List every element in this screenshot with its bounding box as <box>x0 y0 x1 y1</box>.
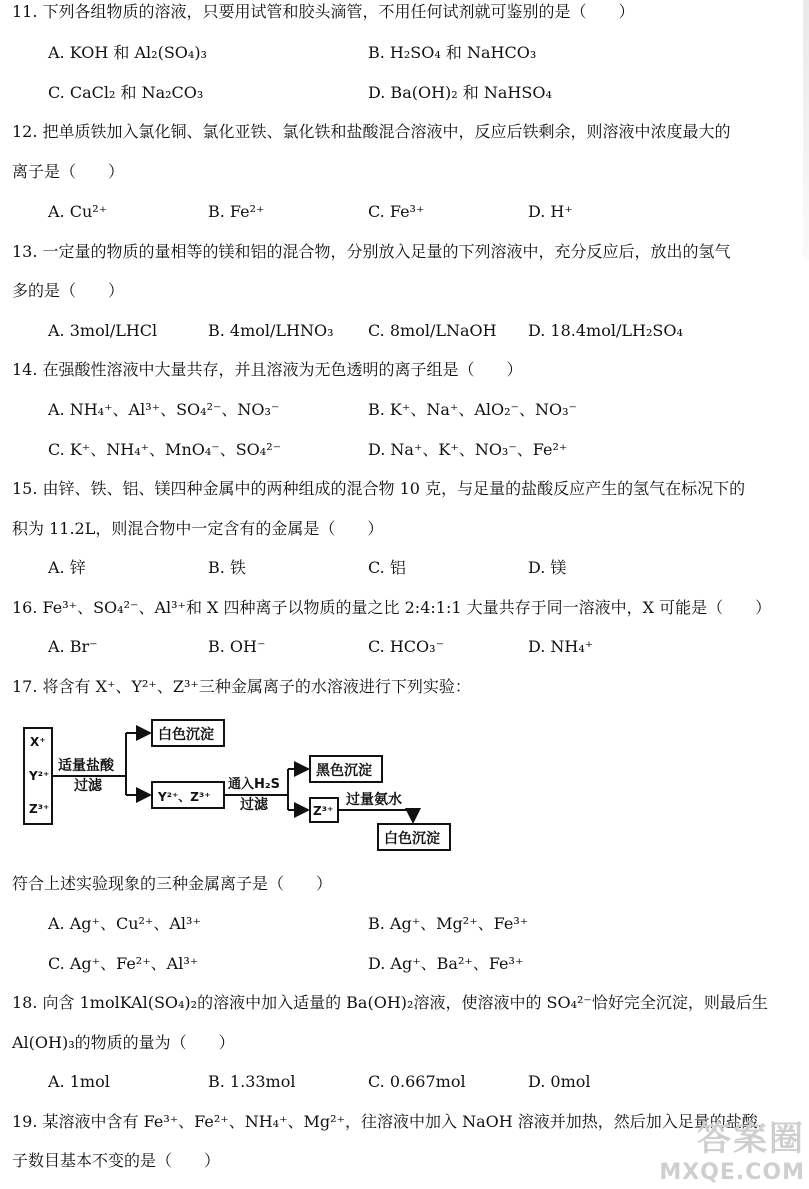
question-12-stem-line1: 12. 把单质铁加入氯化铜、氯化亚铁、氯化铁和盐酸混合溶液中，反应后铁剩余，则溶液中浓度最大的 <box>12 122 731 141</box>
watermark-line1: 答案圈 <box>697 1119 805 1159</box>
q18-option-d: D. 0mol <box>528 1072 591 1091</box>
question-14-stem: 14. 在强酸性溶液中大量共存，并且溶液为无色透明的离子组是（ ） <box>12 360 523 379</box>
q15-option-c: C. 铝 <box>368 558 406 577</box>
reagent-3-label: 过量氨水 <box>346 792 402 808</box>
precipitate-3-label: 白色沉淀 <box>384 831 440 847</box>
ion-x-label: X⁺ <box>30 735 46 749</box>
question-15-stem-line2: 积为 11.2L，则混合物中一定含有的金属是（ ） <box>12 519 384 538</box>
q14-option-a: A. NH₄⁺、Al³⁺、SO₄²⁻、NO₃⁻ <box>48 400 280 419</box>
watermark-logo <box>659 1111 805 1185</box>
reagent-1-label: 适量盐酸 <box>58 758 114 774</box>
q15-option-a: A. 锌 <box>48 558 86 577</box>
q16-option-c: C. HCO₃⁻ <box>368 637 445 656</box>
q13-option-a: A. 3mol/LHCl <box>48 321 158 340</box>
q16-option-b: B. OH⁻ <box>208 637 266 656</box>
q17-option-c: C. Ag⁺、Fe²⁺、Al³⁺ <box>48 954 199 973</box>
q16-option-d: D. NH₄⁺ <box>528 637 594 656</box>
question-17-stem: 17. 将含有 X⁺、Y²⁺、Z³⁺三种金属离子的水溶液进行下列实验： <box>12 677 471 696</box>
q12-option-a: A. Cu²⁺ <box>48 202 108 221</box>
question-17-prompt: 符合上述实验现象的三种金属离子是（ ） <box>12 874 333 893</box>
q14-option-d: D. Na⁺、K⁺、NO₃⁻、Fe²⁺ <box>368 440 568 459</box>
reagent-2-label: 通入H₂S <box>228 777 280 792</box>
precipitate-1-label: 白色沉淀 <box>158 727 214 743</box>
question-12-stem-line2: 离子是（ ） <box>12 162 125 181</box>
q13-option-c: C. 8mol/LNaOH <box>368 321 497 340</box>
ion-y-label: Y²⁺ <box>29 769 50 783</box>
precipitate-2-label: 黑色沉淀 <box>316 763 372 779</box>
q17-option-b: B. Ag⁺、Mg²⁺、Fe³⁺ <box>368 914 529 933</box>
question-18-stem-line1: 18. 向含 1molKAl(SO₄)₂的溶液中加入适量的 Ba(OH)₂溶液，使溶液中的 SO₄²⁻恰好完全沉淀，则最后生 <box>12 993 768 1012</box>
q13-option-d: D. 18.4mol/LH₂SO₄ <box>528 321 683 340</box>
question-16-stem: 16. Fe³⁺、SO₄²⁻、Al³⁺和 X 四种离子以物质的量之比 2:4:1:1 大量共存于同一溶液中，X 可能是（ ） <box>12 598 772 617</box>
q14-option-b: B. K⁺、Na⁺、AlO₂⁻、NO₃⁻ <box>368 400 577 419</box>
q16-option-a: A. Br⁻ <box>48 637 98 656</box>
q13-option-b: B. 4mol/LHNO₃ <box>208 321 334 340</box>
question-19-stem-line2: 子数目基本不变的是（ ） <box>12 1151 221 1170</box>
q15-option-d: D. 镁 <box>528 558 567 577</box>
q11-option-b: B. H₂SO₄ 和 NaHCO₃ <box>368 43 537 62</box>
watermark-line2: MXQE.COM <box>659 1160 805 1185</box>
question-19-stem-line1: 19. 某溶液中含有 Fe³⁺、Fe²⁺、NH₄⁺、Mg²⁺，往溶液中加入 NaOH 溶液并加热，然后加入足量的盐酸， <box>12 1112 774 1131</box>
q18-option-c: C. 0.667mol <box>368 1072 466 1091</box>
ion-z-label: Z³⁺ <box>29 802 50 816</box>
scrollbar-track[interactable] <box>803 0 809 260</box>
filtrate-label: Y²⁺、Z³⁺ <box>158 790 211 804</box>
separation-flow-diagram <box>18 712 454 854</box>
q12-option-b: B. Fe²⁺ <box>208 202 265 221</box>
remain-ion-label: Z³⁺ <box>313 804 334 818</box>
question-13-stem-line1: 13. 一定量的物质的量相等的镁和铝的混合物，分别放入足量的下列溶液中，充分反应后，放出的氢气 <box>12 242 731 261</box>
q15-option-b: B. 铁 <box>208 558 246 577</box>
question-13-stem-line2: 多的是（ ） <box>12 281 125 300</box>
q11-option-a: A. KOH 和 Al₂(SO₄)₃ <box>48 43 207 62</box>
q12-option-d: D. H⁺ <box>528 202 573 221</box>
q17-option-d: D. Ag⁺、Ba²⁺、Fe³⁺ <box>368 954 524 973</box>
operation-2-label: 过滤 <box>240 797 268 813</box>
question-11-stem: 11. 下列各组物质的溶液，只要用试管和胶头滴管，不用任何试剂就可鉴别的是（ ） <box>12 2 635 21</box>
question-18-stem-line2: Al(OH)₃的物质的量为（ ） <box>12 1033 235 1052</box>
q11-option-d: D. Ba(OH)₂ 和 NaHSO₄ <box>368 83 552 102</box>
q18-option-a: A. 1mol <box>48 1072 110 1091</box>
operation-1-label: 过滤 <box>74 778 102 794</box>
q14-option-c: C. K⁺、NH₄⁺、MnO₄⁻、SO₄²⁻ <box>48 440 282 459</box>
q11-option-c: C. CaCl₂ 和 Na₂CO₃ <box>48 83 204 102</box>
question-15-stem-line1: 15. 由锌、铁、铝、镁四种金属中的两种组成的混合物 10 克，与足量的盐酸反应产生的氢气在标况下的 <box>12 479 746 498</box>
q17-option-a: A. Ag⁺、Cu²⁺、Al³⁺ <box>48 914 201 933</box>
q12-option-c: C. Fe³⁺ <box>368 202 425 221</box>
q18-option-b: B. 1.33mol <box>208 1072 296 1091</box>
